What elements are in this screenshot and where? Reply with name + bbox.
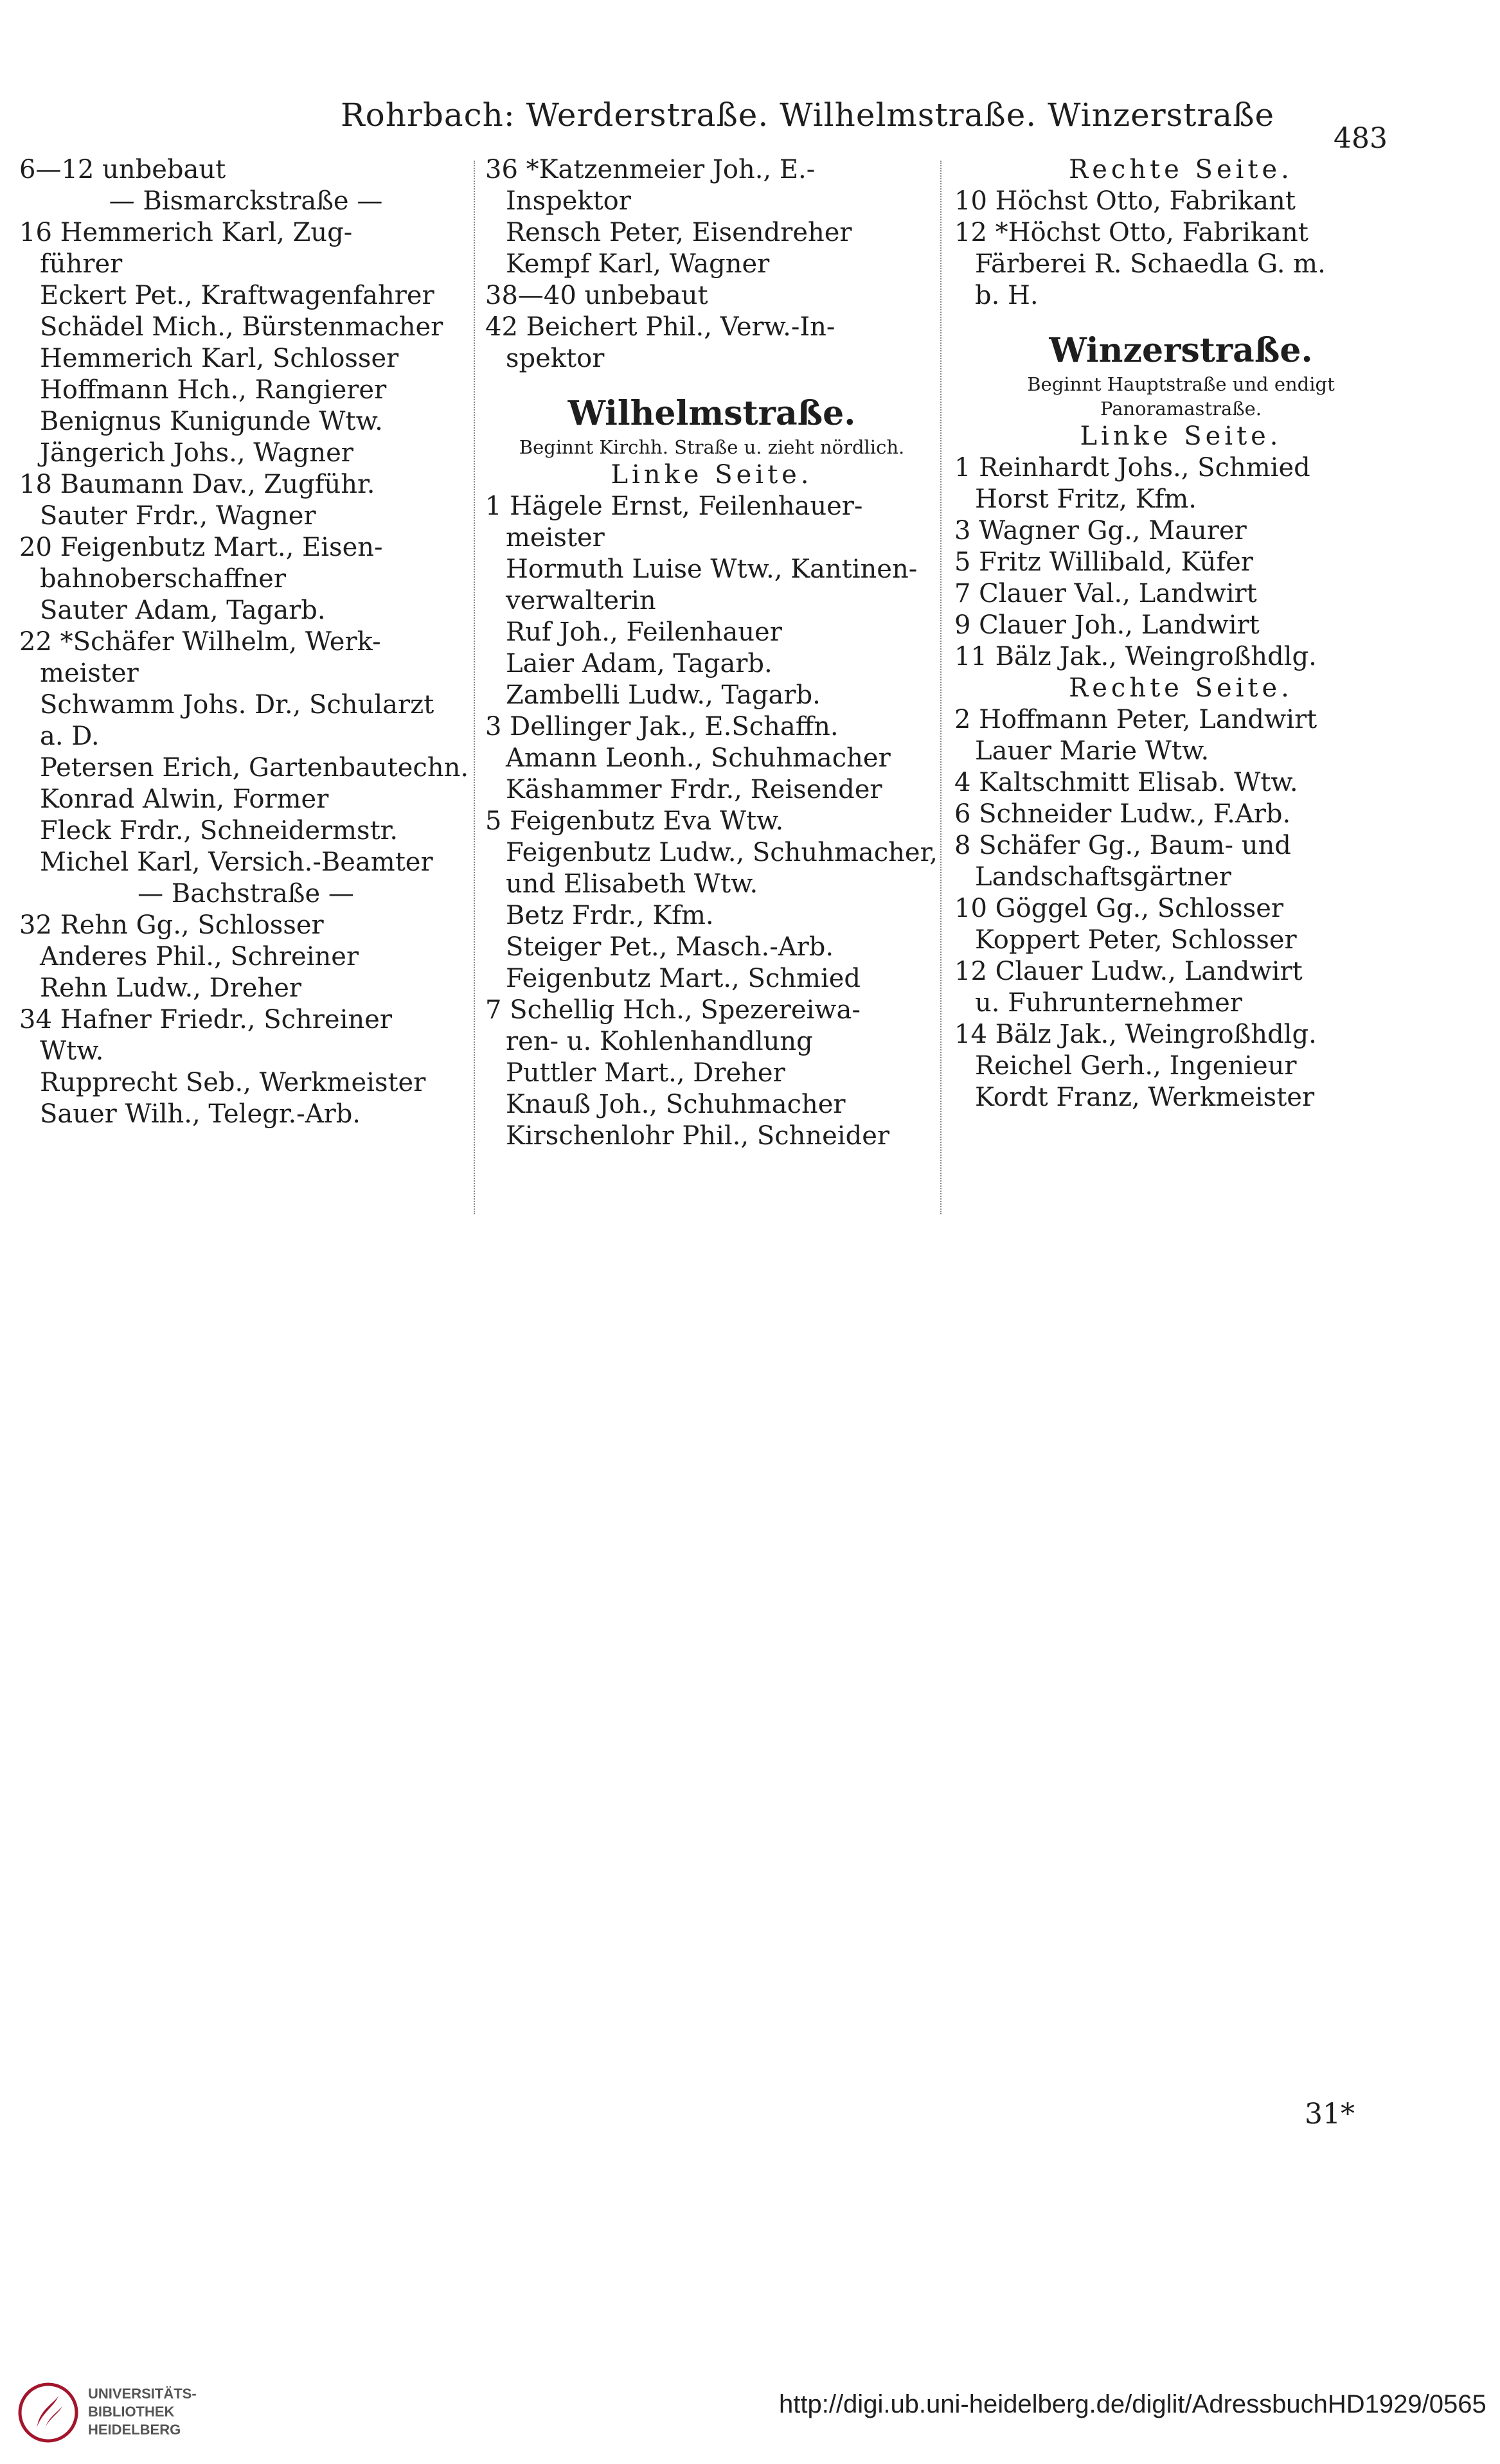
directory-entry: 34 Hafner Friedr., Schreiner [19, 1005, 392, 1034]
street-heading: Wilhelmstraße. [567, 394, 856, 433]
directory-entry: 14 Bälz Jak., Weingroßhdlg. [954, 1020, 1317, 1049]
directory-entry: 18 Baumann Dav., Zugführ. [19, 470, 375, 499]
directory-entry: bahnoberschaffner [40, 564, 286, 594]
directory-entry: b. H. [975, 281, 1039, 310]
directory-entry: Zambelli Ludw., Tagarb. [506, 680, 821, 710]
column-3 [954, 154, 1407, 1113]
directory-entry: 7 Schellig Hch., Spezereiwa- [485, 995, 861, 1025]
directory-entry: Hemmerich Karl, Schlosser [40, 344, 399, 373]
directory-entry: 12 Clauer Ludw., Landwirt [954, 957, 1303, 986]
directory-entry: 7 Clauer Val., Landwirt [954, 579, 1257, 608]
directory-entry: 2 Hoffmann Peter, Landwirt [954, 705, 1317, 734]
directory-entry: Konrad Alwin, Former [40, 784, 329, 814]
directory-entry: 4 Kaltschmitt Elisab. Wtw. [954, 768, 1298, 797]
directory-entry: verwalterin [506, 586, 656, 616]
directory-entry: Hoffmann Hch., Rangierer [40, 375, 387, 405]
directory-entry: Feigenbutz Ludw., Schuhmacher, [506, 838, 938, 867]
directory-entry: Landschaftsgärtner [975, 862, 1231, 892]
directory-entry: a. D. [40, 722, 100, 751]
directory-entry: Knauß Joh., Schuhmacher [506, 1090, 846, 1119]
directory-entry: Feigenbutz Mart., Schmied [506, 964, 861, 993]
directory-entry: Färberei R. Schaedla G. m. [975, 249, 1326, 279]
library-logo-text [88, 2385, 197, 2439]
directory-entry: 32 Rehn Gg., Schlosser [19, 910, 324, 940]
directory-entry: Kempf Karl, Wagner [506, 249, 770, 279]
directory-entry: 1 Hägele Ernst, Feilenhauer- [485, 492, 863, 521]
directory-entry: Rupprecht Seb., Werkmeister [40, 1068, 426, 1097]
directory-entry: meister [506, 523, 605, 553]
side-heading: Rechte Seite. [1069, 155, 1293, 184]
directory-entry: Anderes Phil., Schreiner [40, 942, 359, 971]
column-1 [19, 154, 472, 1130]
page-number: 483 [1334, 122, 1388, 155]
directory-entry: Sauer Wilh., Telegr.-Arb. [40, 1099, 361, 1129]
directory-entry: 6—12 unbebaut [19, 155, 226, 184]
column-2 [485, 154, 938, 1152]
library-logo[interactable] [16, 2377, 215, 2454]
directory-entry: Sauter Frdr., Wagner [40, 501, 316, 531]
directory-entry: Wtw. [40, 1036, 104, 1066]
street-heading: Winzerstraße. [1049, 331, 1313, 370]
signature-mark: 31* [1305, 2098, 1355, 2131]
directory-entry: 6 Schneider Ludw., F.Arb. [954, 799, 1291, 829]
directory-entry: Rensch Peter, Eisendreher [506, 218, 852, 247]
directory-entry: Benignus Kunigunde Wtw. [40, 407, 383, 436]
directory-entry: Rehn Ludw., Dreher [40, 973, 302, 1003]
directory-entry: Horst Fritz, Kfm. [975, 484, 1197, 514]
cross-street-label: — Bachstraße — [138, 879, 354, 908]
cross-street-label: — Bismarckstraße — [109, 186, 383, 216]
directory-entry: 8 Schäfer Gg., Baum- und [954, 831, 1291, 860]
directory-entry: Jängerich Johs., Wagner [40, 438, 353, 468]
directory-entry: 12 *Höchst Otto, Fabrikant [954, 218, 1308, 247]
column-divider [474, 161, 475, 1214]
directory-entry: Sauter Adam, Tagarb. [40, 596, 326, 625]
side-heading: Rechte Seite. [1069, 673, 1293, 703]
directory-entry: Inspektor [506, 186, 631, 216]
directory-entry: Fleck Frdr., Schneidermstr. [40, 816, 398, 846]
directory-entry: 42 Beichert Phil., Verw.-In- [485, 312, 835, 342]
directory-entry: meister [40, 659, 139, 688]
directory-entry: 3 Dellinger Jak., E.Schaffn. [485, 712, 839, 741]
directory-entry: spektor [506, 344, 605, 373]
street-note: Beginnt Kirchh. Straße u. zieht nördlich. [519, 436, 905, 458]
directory-entry: Amann Leonh., Schuhmacher [506, 743, 891, 773]
library-logo-icon [16, 2380, 80, 2445]
directory-entry: 16 Hemmerich Karl, Zug- [19, 218, 353, 247]
directory-entry: Puttler Mart., Dreher [506, 1058, 785, 1088]
directory-entry: Koppert Peter, Schlosser [975, 925, 1297, 955]
directory-entry: 10 Höchst Otto, Fabrikant [954, 186, 1296, 216]
directory-entry: Reichel Gerh., Ingenieur [975, 1051, 1297, 1081]
source-url-link[interactable]: http://digi.ub.uni-heidelberg.de/diglit/AdressbuchHD1929/0565 [779, 2390, 1487, 2418]
directory-entry: Petersen Erich, Gartenbautechn. [40, 753, 469, 783]
directory-entry: Kirschenlohr Phil., Schneider [506, 1121, 889, 1151]
page-header [0, 96, 1500, 155]
side-heading: Linke Seite. [1080, 421, 1282, 451]
directory-entry: ren- u. Kohlenhandlung [506, 1027, 813, 1056]
directory-entry: 20 Feigenbutz Mart., Eisen- [19, 533, 383, 562]
directory-entry: Hormuth Luise Wtw., Kantinen- [506, 554, 918, 584]
directory-entry: 5 Feigenbutz Eva Wtw. [485, 806, 784, 836]
street-note: Beginnt Hauptstraße und endigt [1027, 373, 1335, 395]
directory-entry: 9 Clauer Joh., Landwirt [954, 610, 1260, 640]
directory-entry: 5 Fritz Willibald, Küfer [954, 547, 1253, 577]
directory-entry: 22 *Schäfer Wilhelm, Werk- [19, 627, 381, 657]
street-note: Panoramastraße. [1100, 398, 1262, 420]
directory-entry: Schwamm Johs. Dr., Schularzt [40, 690, 434, 720]
directory-entry: Kordt Franz, Werkmeister [975, 1083, 1315, 1112]
directory-entry: Käshammer Frdr., Reisender [506, 775, 882, 804]
directory-entry: 1 Reinhardt Johs., Schmied [954, 453, 1310, 483]
logo-line: UNIVERSITÄTS- [88, 2386, 197, 2402]
column-divider [940, 161, 942, 1214]
directory-entry: 11 Bälz Jak., Weingroßhdlg. [954, 642, 1317, 671]
directory-entry: Eckert Pet., Kraftwagenfahrer [40, 281, 434, 310]
directory-entry: 38—40 unbebaut [485, 281, 708, 310]
directory-entry: 3 Wagner Gg., Maurer [954, 516, 1247, 545]
footer [0, 2332, 1500, 2464]
directory-entry: Steiger Pet., Masch.-Arb. [506, 932, 834, 962]
running-head: Rohrbach: Werderstraße. Wilhelmstraße. Winzerstraße [341, 96, 1275, 134]
directory-entry: und Elisabeth Wtw. [506, 869, 758, 899]
directory-entry: Lauer Marie Wtw. [975, 736, 1210, 766]
directory-entry: Schädel Mich., Bürstenmacher [40, 312, 443, 342]
directory-entry: Betz Frdr., Kfm. [506, 901, 714, 930]
logo-line: BIBLIOTHEK [88, 2404, 175, 2420]
directory-entry: 36 *Katzenmeier Joh., E.- [485, 155, 816, 184]
directory-entry: 10 Göggel Gg., Schlosser [954, 894, 1284, 923]
directory-entry: Ruf Joh., Feilenhauer [506, 617, 782, 647]
directory-entry: Michel Karl, Versich.-Beamter [40, 847, 433, 877]
directory-entry: führer [40, 249, 123, 279]
directory-entry: Laier Adam, Tagarb. [506, 649, 772, 678]
directory-entry: u. Fuhrunternehmer [975, 988, 1242, 1018]
side-heading: Linke Seite. [611, 460, 813, 490]
logo-line: HEIDELBERG [88, 2422, 181, 2438]
